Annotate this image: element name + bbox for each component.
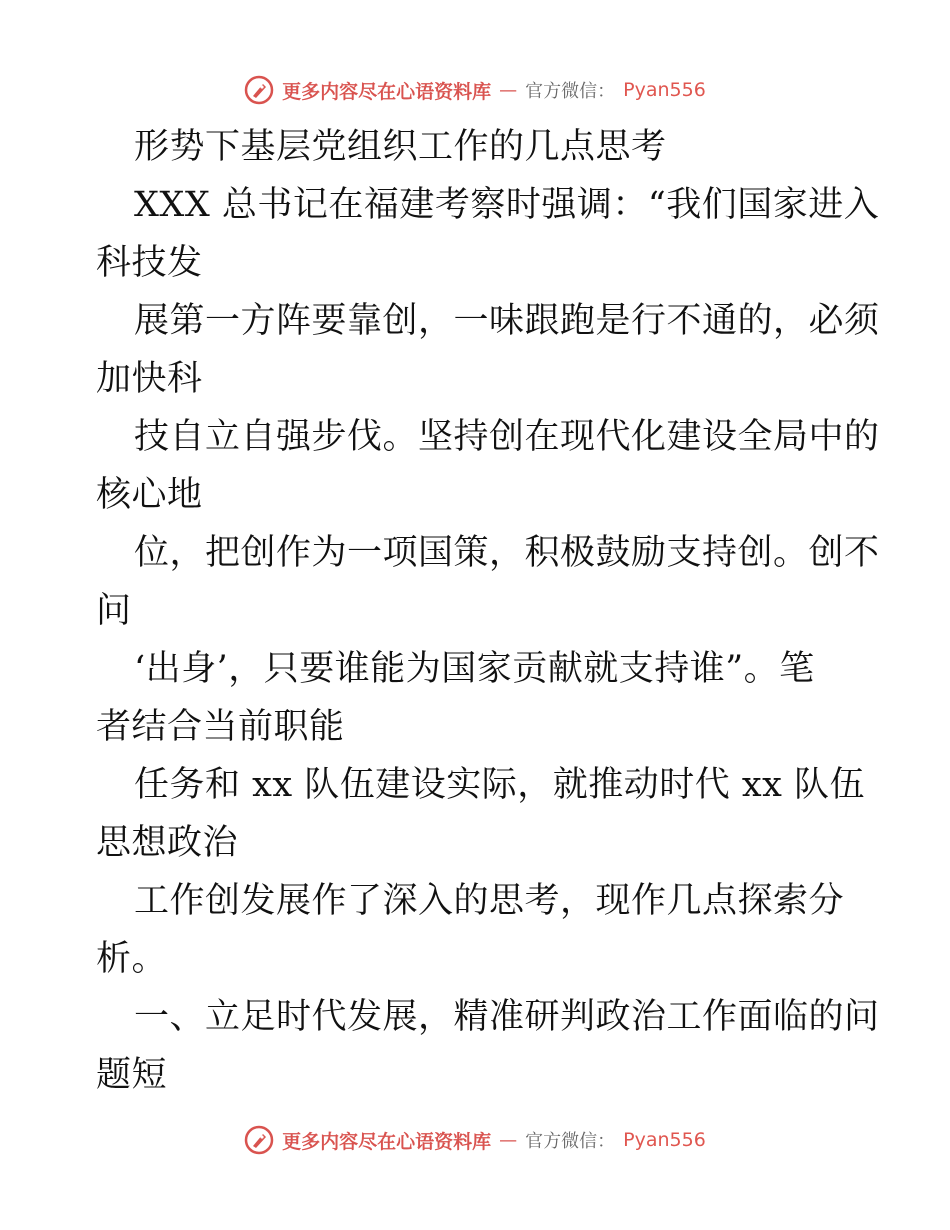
doc-section-heading: 一、立足时代发展，精准研判政治工作面临的问 xyxy=(134,997,880,1037)
pen-nib-logo-icon xyxy=(244,75,274,105)
doc-line: 者结合当前职能 xyxy=(96,707,345,747)
doc-line: 任务和 xx 队伍建设实际，就推动时代 xx 队伍 xyxy=(134,765,865,805)
doc-line: 技自立自强步伐。坚持创在现代化建设全局中的 xyxy=(134,417,880,457)
watermark-wechat-id: Pyan556 xyxy=(623,1129,706,1151)
watermark-separator: — xyxy=(499,79,518,101)
document-body xyxy=(96,118,880,1104)
watermark-header xyxy=(0,70,950,110)
watermark-wechat-id: Pyan556 xyxy=(623,79,706,101)
doc-line: 科技发 xyxy=(96,243,203,283)
doc-line: 析。 xyxy=(96,939,168,979)
watermark-footer xyxy=(0,1120,950,1160)
doc-line: 展第一方阵要靠创，一味跟跑是行不通的，必须 xyxy=(134,301,880,341)
doc-line: 核心地 xyxy=(96,475,203,515)
watermark-label: 官方微信： xyxy=(525,1131,616,1152)
doc-line: 问 xyxy=(96,591,132,631)
doc-title: 形势下基层党组织工作的几点思考 xyxy=(134,127,667,167)
doc-line: 工作创发展作了深入的思考，现作几点探索分 xyxy=(134,881,845,921)
doc-line: 题短 xyxy=(96,1055,168,1095)
watermark-brand: 更多内容尽在心语资料库 xyxy=(282,80,492,103)
doc-line: 位，把创作为一项国策，积极鼓励支持创。创不 xyxy=(134,533,880,573)
doc-line: ‘出身’，只要谁能为国家贡献就支持谁”。笔 xyxy=(134,649,815,689)
watermark-brand: 更多内容尽在心语资料库 xyxy=(282,1130,492,1153)
doc-line: XXX 总书记在福建考察时强调：“我们国家进入 xyxy=(134,185,880,225)
watermark-separator: — xyxy=(499,1129,518,1151)
pen-nib-logo-icon xyxy=(244,1125,274,1155)
watermark-label: 官方微信： xyxy=(525,81,616,102)
doc-line: 思想政治 xyxy=(96,823,239,863)
doc-line: 加快科 xyxy=(96,359,203,399)
